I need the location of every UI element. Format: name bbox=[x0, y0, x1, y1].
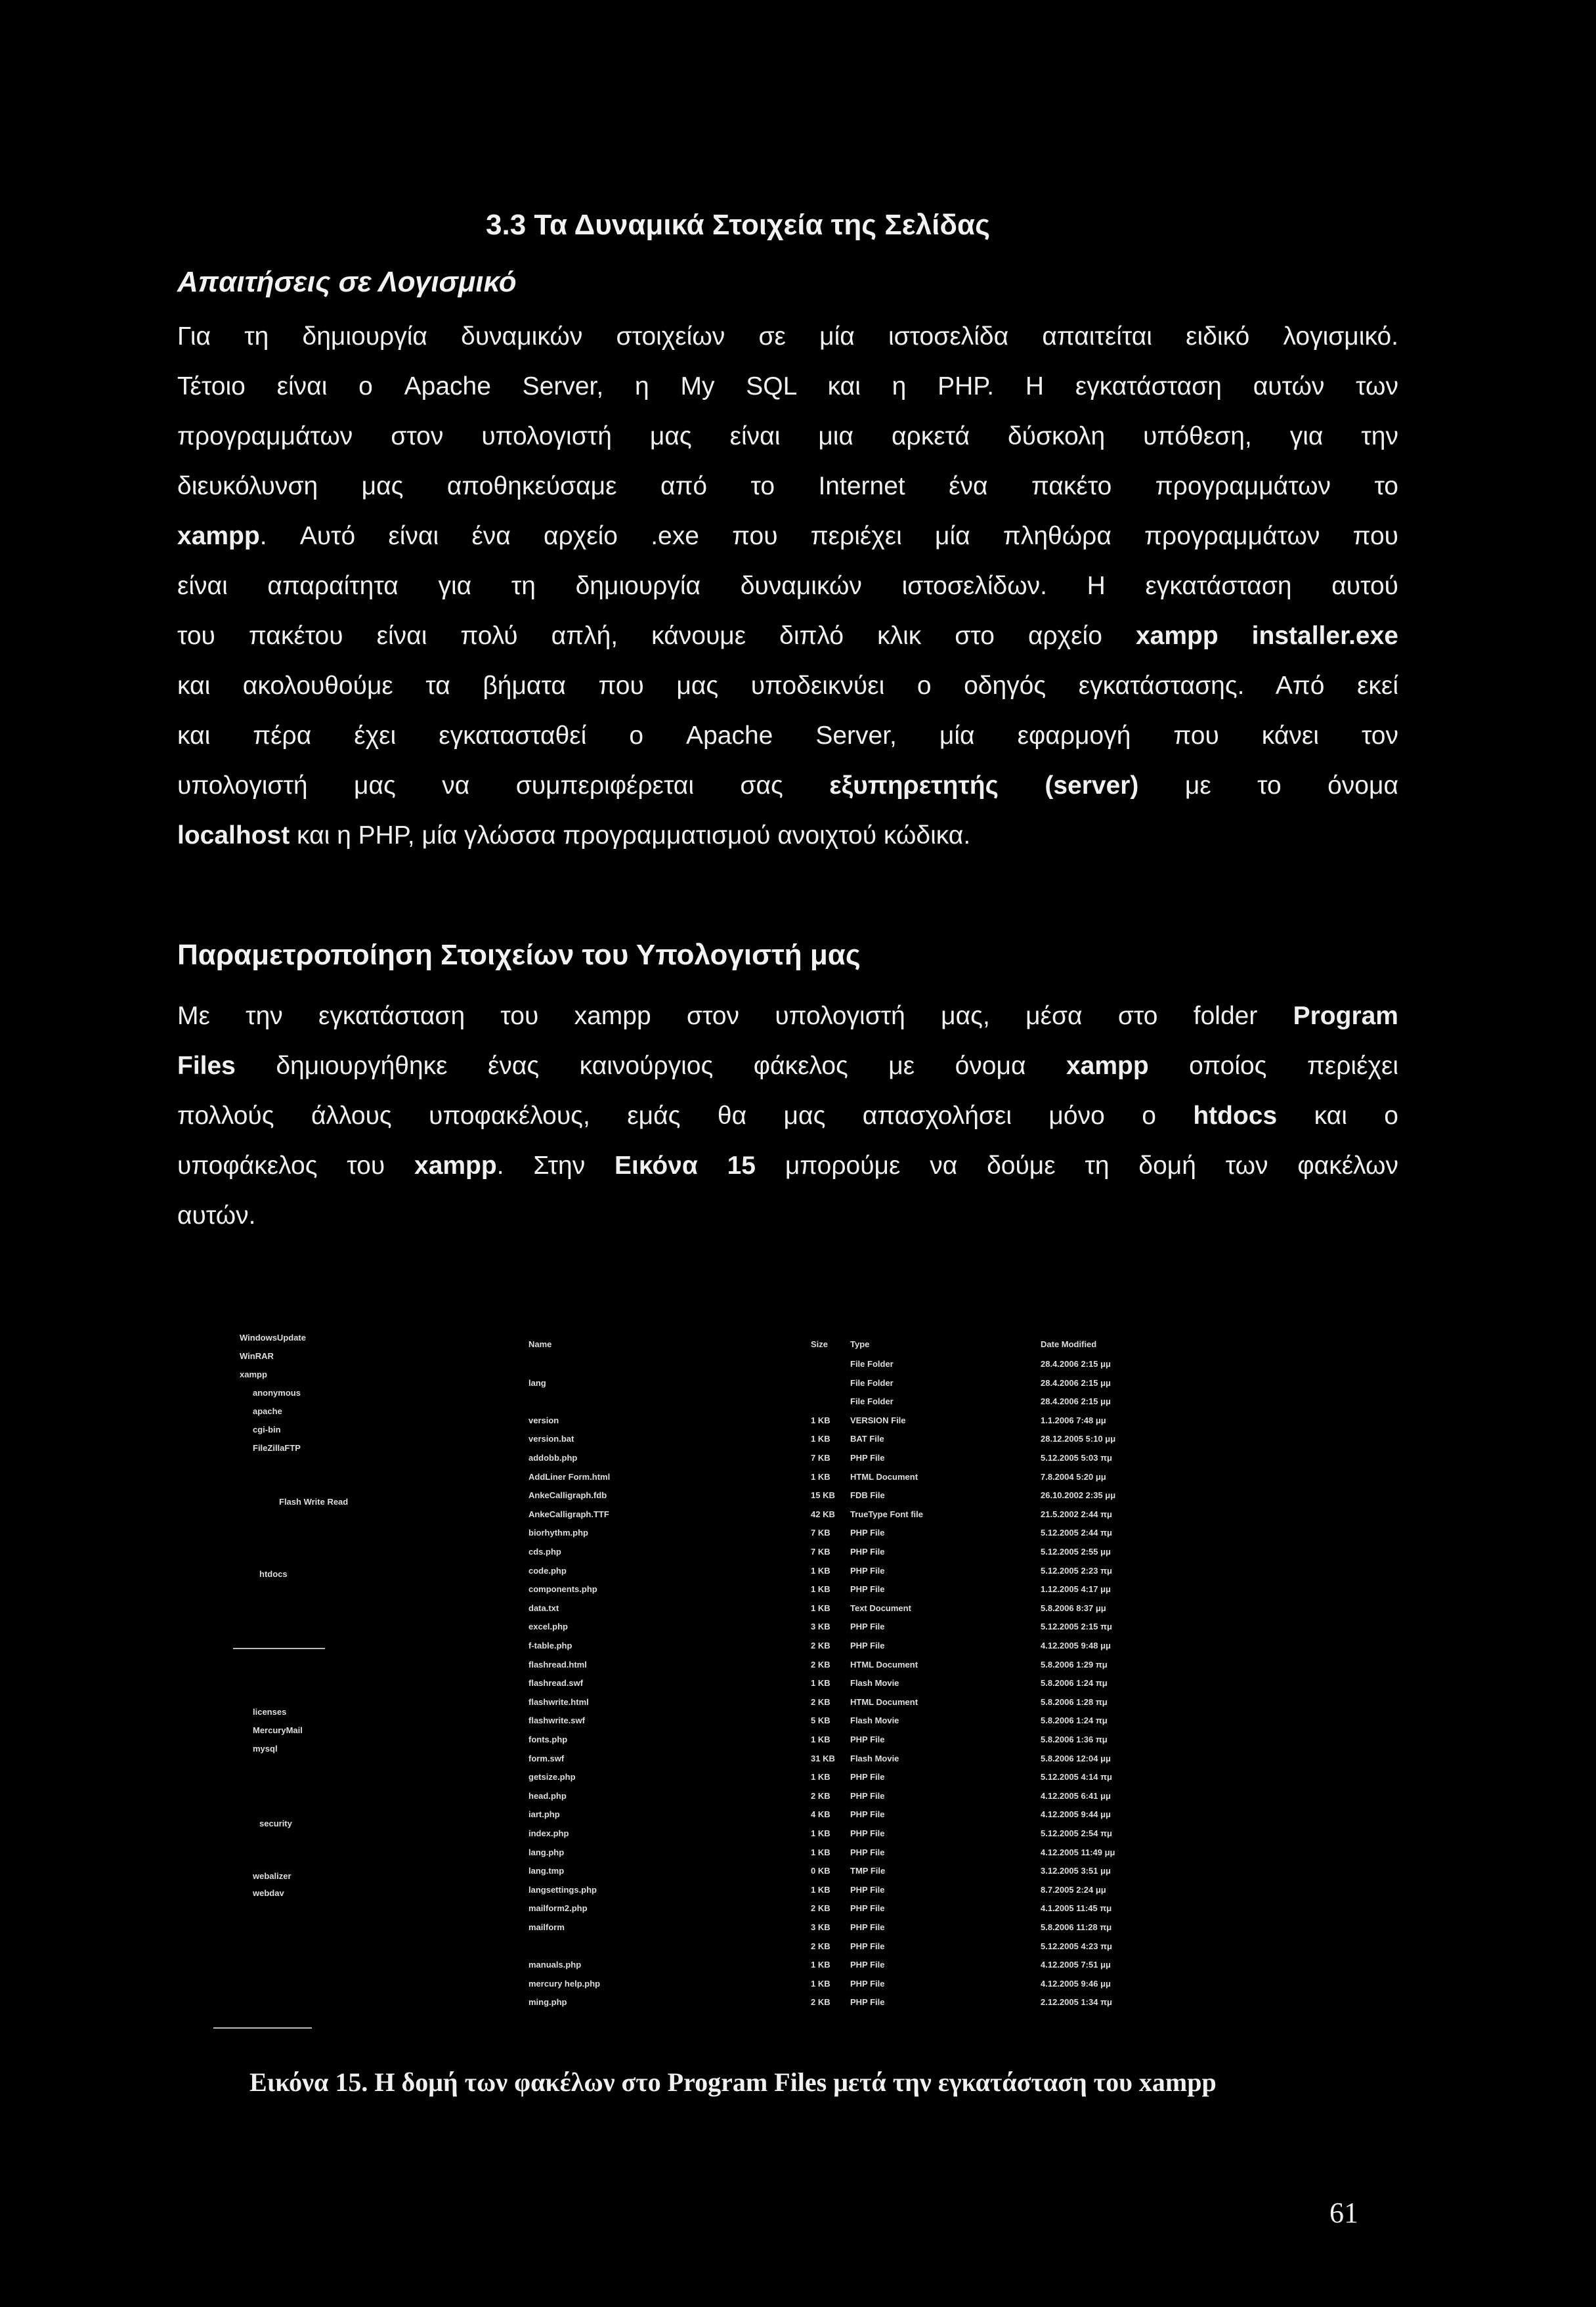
text-line bbox=[177, 611, 1398, 661]
text-run: διευκόλυνση μας αποθηκεύσαμε από το Internet ένα πακέτο προγραμμάτων το bbox=[177, 472, 1398, 500]
file-row[interactable] bbox=[528, 1809, 1329, 1825]
text-run: πολλούς άλλους υποφακέλους, εμάς θα μας απασχολήσει μόνο ο bbox=[177, 1102, 1194, 1130]
file-type: PHP File bbox=[850, 1884, 885, 1895]
paragraph-folders bbox=[177, 991, 1398, 1241]
file-size: 1 KB bbox=[811, 1884, 830, 1895]
tree-divider bbox=[233, 1648, 325, 1649]
file-name: head.php bbox=[528, 1790, 567, 1801]
file-date: 5.8.2006 1:24 πμ bbox=[1041, 1715, 1108, 1726]
file-type: File Folder bbox=[850, 1377, 894, 1388]
text-line bbox=[177, 1191, 1398, 1241]
file-name: manuals.php bbox=[528, 1960, 582, 1970]
file-name: fonts.php bbox=[528, 1735, 568, 1744]
subheading-computer-parameters: Παραμετροποίηση Στοιχείων του Υπολογιστή μας bbox=[177, 939, 861, 971]
file-date: 26.10.2002 2:35 μμ bbox=[1041, 1490, 1116, 1501]
file-row[interactable] bbox=[528, 1979, 1329, 1994]
text-run: αυτών. bbox=[177, 1201, 256, 1230]
file-list-header bbox=[528, 1339, 1329, 1355]
file-row[interactable] bbox=[528, 1622, 1329, 1637]
tree-bottom-divider bbox=[213, 2027, 312, 2029]
file-row[interactable] bbox=[528, 1885, 1329, 1901]
file-row[interactable] bbox=[528, 1903, 1329, 1919]
text-line bbox=[177, 462, 1398, 511]
file-row[interactable] bbox=[528, 1584, 1329, 1600]
file-size: 4 KB bbox=[811, 1809, 830, 1820]
file-type: HTML Document bbox=[850, 1659, 918, 1670]
file-size: 3 KB bbox=[811, 1622, 830, 1632]
text-run: Τέτοιο είναι ο Apache Server, η My SQL και η PHP. Η εγκατάσταση αυτών των bbox=[177, 372, 1398, 400]
column-type: Type bbox=[850, 1339, 870, 1349]
file-date: 5.8.2006 1:24 πμ bbox=[1041, 1678, 1108, 1689]
section-heading: 3.3 Τα Δυναμικά Στοιχεία της Σελίδας bbox=[486, 209, 990, 241]
file-type: HTML Document bbox=[850, 1471, 918, 1482]
file-type: Flash Movie bbox=[850, 1715, 899, 1726]
folder-tree-item[interactable]: Flash Write Read bbox=[279, 1497, 349, 1507]
file-name: mercury help.php bbox=[528, 1978, 601, 1989]
file-name: getsize.php bbox=[528, 1772, 576, 1782]
file-type: PHP File bbox=[850, 1453, 885, 1463]
paragraph-software bbox=[177, 312, 1398, 861]
file-row[interactable] bbox=[528, 1754, 1329, 1769]
file-date: 5.8.2006 12:04 μμ bbox=[1041, 1753, 1111, 1763]
file-name: version bbox=[528, 1415, 559, 1425]
file-name: components.php bbox=[528, 1584, 597, 1595]
text-run: δημιουργήθηκε ένας καινούργιος φάκελος με όνομα bbox=[235, 1052, 1066, 1080]
file-type: PHP File bbox=[850, 1584, 885, 1595]
file-name: AnkeCalligraph.fdb bbox=[528, 1490, 607, 1501]
file-date: 28.4.2006 2:15 μμ bbox=[1041, 1359, 1111, 1369]
file-name: addobb.php bbox=[528, 1453, 578, 1463]
file-type: PHP File bbox=[850, 1978, 885, 1989]
file-name: flashwrite.swf bbox=[528, 1715, 585, 1726]
file-date: 5.12.2005 4:14 πμ bbox=[1041, 1772, 1112, 1782]
text-line bbox=[177, 1091, 1398, 1141]
file-type: PHP File bbox=[850, 1565, 885, 1576]
text-run: είναι απαραίτητα για τη δημιουργία δυναμικών ιστοσελίδων. Η εγκατάσταση αυτού bbox=[177, 572, 1398, 600]
text-run: υποφάκελος του bbox=[177, 1152, 414, 1180]
text-run: προγραμμάτων στον υπολογιστή μας είναι μια αρκετά δύσκολη υπόθεση, για την bbox=[177, 422, 1398, 450]
file-date: 4.12.2005 7:51 μμ bbox=[1041, 1960, 1111, 1970]
file-size: 31 KB bbox=[811, 1753, 835, 1763]
file-name: iart.php bbox=[528, 1809, 560, 1820]
file-row[interactable] bbox=[528, 1941, 1329, 1957]
file-name: AnkeCalligraph.TTF bbox=[528, 1509, 609, 1519]
file-name: cds.php bbox=[528, 1547, 561, 1557]
file-date: 4.12.2005 11:49 μμ bbox=[1041, 1847, 1115, 1857]
text-line bbox=[177, 412, 1398, 462]
file-size: 1 KB bbox=[811, 1678, 830, 1689]
text-line bbox=[177, 811, 1398, 861]
file-size: 7 KB bbox=[811, 1547, 830, 1557]
column-size: Size bbox=[811, 1339, 829, 1349]
file-size: 1 KB bbox=[811, 1772, 830, 1782]
folder-tree-item[interactable]: apache bbox=[253, 1406, 282, 1416]
file-date: 2.12.2005 1:34 πμ bbox=[1041, 1997, 1112, 2008]
file-row[interactable] bbox=[528, 1359, 1329, 1375]
folder-tree-item[interactable]: WindowsUpdate bbox=[240, 1333, 306, 1343]
text-run: και ακολουθούμε τα βήματα που μας υποδεικνύει ο οδηγός εγκατάστασης. Από εκεί bbox=[177, 672, 1398, 700]
file-type: PHP File bbox=[850, 1772, 885, 1782]
file-row[interactable] bbox=[528, 1847, 1329, 1863]
bold-text: htdocs bbox=[1193, 1102, 1278, 1130]
text-line bbox=[177, 1141, 1398, 1191]
file-name: AddLiner Form.html bbox=[528, 1471, 611, 1482]
file-row[interactable] bbox=[528, 1678, 1329, 1694]
text-line bbox=[177, 1041, 1398, 1091]
folder-tree-item[interactable]: htdocs bbox=[259, 1569, 288, 1579]
file-size: 2 KB bbox=[811, 1903, 830, 1914]
file-row[interactable] bbox=[528, 1828, 1329, 1844]
folder-tree-item[interactable]: xampp bbox=[240, 1369, 267, 1379]
file-date: 7.8.2004 5:20 μμ bbox=[1041, 1471, 1106, 1482]
file-type: PHP File bbox=[850, 1622, 885, 1632]
file-size: 7 KB bbox=[811, 1528, 830, 1538]
text-run: οποίος περιέχει bbox=[1148, 1052, 1398, 1080]
folder-tree bbox=[213, 1320, 515, 2042]
file-type: BAT File bbox=[850, 1434, 884, 1444]
file-name: version.bat bbox=[528, 1434, 574, 1444]
file-name: f-table.php bbox=[528, 1641, 572, 1650]
file-size: 0 KB bbox=[811, 1866, 830, 1876]
file-row[interactable] bbox=[528, 1603, 1329, 1619]
file-type: PHP File bbox=[850, 1922, 885, 1932]
file-size: 1 KB bbox=[811, 1415, 830, 1425]
text-run: και ο bbox=[1277, 1102, 1398, 1130]
file-row[interactable] bbox=[528, 1472, 1329, 1488]
bold-text: xampp bbox=[1066, 1052, 1149, 1080]
folder-tree-item[interactable]: mysql bbox=[253, 1744, 278, 1754]
file-date: 21.5.2002 2:44 πμ bbox=[1041, 1509, 1112, 1519]
file-row[interactable] bbox=[528, 1378, 1329, 1394]
file-date: 4.12.2005 9:44 μμ bbox=[1041, 1809, 1111, 1820]
file-date: 4.12.2005 9:48 μμ bbox=[1041, 1641, 1111, 1650]
bold-text: xampp bbox=[177, 522, 260, 550]
file-size: 1 KB bbox=[811, 1847, 830, 1857]
file-row[interactable] bbox=[528, 1415, 1329, 1431]
text-run: υπολογιστή μας να συμπεριφέρεται σας bbox=[177, 771, 830, 800]
file-type: PHP File bbox=[850, 1735, 885, 1744]
text-line bbox=[177, 991, 1398, 1041]
file-type: PHP File bbox=[850, 1847, 885, 1857]
file-date: 5.8.2006 1:36 πμ bbox=[1041, 1735, 1108, 1744]
text-run: μπορούμε να δούμε τη δομή των φακέλων bbox=[756, 1152, 1398, 1180]
file-type: PHP File bbox=[850, 1790, 885, 1801]
file-size: 15 KB bbox=[811, 1490, 835, 1501]
file-name: form.swf bbox=[528, 1753, 565, 1763]
file-size: 1 KB bbox=[811, 1978, 830, 1989]
file-type: Text Document bbox=[850, 1603, 911, 1613]
file-type: PHP File bbox=[850, 1997, 885, 2008]
file-type: TrueType Font file bbox=[850, 1509, 923, 1519]
file-row[interactable] bbox=[528, 1509, 1329, 1525]
file-size: 2 KB bbox=[811, 1790, 830, 1801]
file-size: 1 KB bbox=[811, 1584, 830, 1595]
file-date: 28.4.2006 2:15 μμ bbox=[1041, 1377, 1111, 1388]
folder-tree-item[interactable]: FileZillaFTP bbox=[253, 1443, 301, 1453]
file-size: 1 KB bbox=[811, 1735, 830, 1744]
file-date: 5.12.2005 5:03 πμ bbox=[1041, 1453, 1112, 1463]
text-run: και πέρα έχει εγκατασταθεί ο Apache Server, μία εφαρμογή που κάνει τον bbox=[177, 722, 1398, 750]
bold-text: xampp installer.exe bbox=[1135, 622, 1398, 650]
file-type: PHP File bbox=[850, 1828, 885, 1838]
file-type: TMP File bbox=[850, 1866, 886, 1876]
text-run: Με την εγκατάσταση του xampp στον υπολογιστή μας, μέσα στο folder bbox=[177, 1002, 1293, 1030]
file-row[interactable] bbox=[528, 1791, 1329, 1807]
folder-tree-item[interactable]: webdav bbox=[253, 1888, 284, 1898]
file-row[interactable] bbox=[528, 1660, 1329, 1675]
file-row[interactable] bbox=[528, 1735, 1329, 1750]
text-line bbox=[177, 761, 1398, 811]
file-type: VERSION File bbox=[850, 1415, 906, 1425]
file-date: 5.12.2005 2:55 μμ bbox=[1041, 1547, 1111, 1557]
file-type: Flash Movie bbox=[850, 1753, 899, 1763]
file-name: code.php bbox=[528, 1565, 567, 1576]
file-row[interactable] bbox=[528, 1997, 1329, 2013]
text-run: με το όνομα bbox=[1138, 771, 1399, 800]
file-type: FDB File bbox=[850, 1490, 885, 1501]
file-name: lang.tmp bbox=[528, 1866, 565, 1876]
folder-tree-item[interactable]: WinRAR bbox=[240, 1351, 274, 1361]
file-type: PHP File bbox=[850, 1960, 885, 1970]
file-size: 2 KB bbox=[811, 1941, 830, 1951]
file-date: 5.12.2005 2:54 πμ bbox=[1041, 1828, 1112, 1838]
file-name: flashread.swf bbox=[528, 1678, 584, 1689]
file-date: 4.12.2005 6:41 μμ bbox=[1041, 1790, 1111, 1801]
file-row[interactable] bbox=[528, 1960, 1329, 1975]
folder-tree-item[interactable]: anonymous bbox=[253, 1388, 301, 1398]
text-line bbox=[177, 312, 1398, 362]
file-name: langsettings.php bbox=[528, 1884, 597, 1895]
file-date: 5.8.2006 11:28 πμ bbox=[1041, 1922, 1112, 1932]
file-size: 1 KB bbox=[811, 1434, 830, 1444]
text-run: . Αυτό είναι ένα αρχείο .exe που περιέχει μία πληθώρα προγραμμάτων που bbox=[259, 522, 1398, 550]
bold-text: Εικόνα 15 bbox=[615, 1152, 756, 1180]
file-row[interactable] bbox=[528, 1566, 1329, 1582]
file-name: index.php bbox=[528, 1828, 569, 1838]
file-name: flashwrite.html bbox=[528, 1696, 589, 1707]
text-run: του πακέτου είναι πολύ απλή, κάνουμε διπλό κλικ στο αρχείο bbox=[177, 622, 1136, 650]
file-date: 5.8.2006 1:28 πμ bbox=[1041, 1696, 1108, 1707]
file-row[interactable] bbox=[528, 1772, 1329, 1788]
file-name: data.txt bbox=[528, 1603, 559, 1613]
text-run: και η PHP, μία γλώσσα προγραμματισμού ανοιχτού κώδικα. bbox=[290, 821, 971, 850]
figure-caption: Εικόνα 15. Η δομή των φακέλων στο Program Files μετά την εγκατάσταση του xampp bbox=[249, 2067, 1217, 2097]
file-type: PHP File bbox=[850, 1941, 885, 1951]
file-date: 3.12.2005 3:51 μμ bbox=[1041, 1866, 1111, 1876]
file-size: 1 KB bbox=[811, 1960, 830, 1970]
column-name: Name bbox=[528, 1339, 552, 1349]
file-row[interactable] bbox=[528, 1396, 1329, 1412]
page-number: 61 bbox=[1329, 2197, 1358, 2229]
file-type: HTML Document bbox=[850, 1696, 918, 1707]
file-type: PHP File bbox=[850, 1903, 885, 1914]
file-size: 2 KB bbox=[811, 1659, 830, 1670]
file-type: PHP File bbox=[850, 1547, 885, 1557]
folder-tree-item[interactable]: cgi-bin bbox=[253, 1425, 281, 1434]
file-date: 5.8.2006 8:37 μμ bbox=[1041, 1603, 1106, 1613]
file-row[interactable] bbox=[528, 1697, 1329, 1713]
file-size: 5 KB bbox=[811, 1715, 830, 1726]
bold-text: Files bbox=[177, 1052, 236, 1080]
file-row[interactable] bbox=[528, 1641, 1329, 1656]
file-row[interactable] bbox=[528, 1547, 1329, 1563]
file-date: 5.12.2005 4:23 πμ bbox=[1041, 1941, 1112, 1951]
file-name: mailform bbox=[528, 1922, 565, 1932]
file-size: 2 KB bbox=[811, 1696, 830, 1707]
file-row[interactable] bbox=[528, 1866, 1329, 1882]
bold-text: localhost bbox=[177, 821, 290, 850]
file-date: 4.12.2005 9:46 μμ bbox=[1041, 1978, 1111, 1989]
folder-tree-item[interactable]: MercuryMail bbox=[253, 1725, 303, 1735]
file-row[interactable] bbox=[528, 1528, 1329, 1543]
file-name: lang.php bbox=[528, 1847, 565, 1857]
file-size: 42 KB bbox=[811, 1509, 835, 1519]
file-type: PHP File bbox=[850, 1809, 885, 1820]
bold-text: xampp bbox=[414, 1152, 497, 1180]
file-name: ming.php bbox=[528, 1997, 567, 2008]
text-run: Για τη δημιουργία δυναμικών στοιχείων σε μία ιστοσελίδα απαιτείται ειδικό λογισμικό. bbox=[177, 322, 1398, 351]
bold-text: Program bbox=[1293, 1002, 1398, 1030]
figure-xampp-folder-structure bbox=[213, 1320, 1329, 2042]
file-date: 5.8.2006 1:29 πμ bbox=[1041, 1659, 1108, 1670]
file-size: 3 KB bbox=[811, 1922, 830, 1932]
file-date: 28.12.2005 5:10 μμ bbox=[1041, 1434, 1116, 1444]
text-line bbox=[177, 661, 1398, 711]
file-date: 5.12.2005 2:23 πμ bbox=[1041, 1565, 1112, 1576]
file-size: 2 KB bbox=[811, 1997, 830, 2008]
file-date: 8.7.2005 2:24 μμ bbox=[1041, 1884, 1106, 1895]
file-date: 4.1.2005 11:45 πμ bbox=[1041, 1903, 1112, 1914]
file-type: PHP File bbox=[850, 1528, 885, 1538]
file-date: 28.4.2006 2:15 μμ bbox=[1041, 1396, 1111, 1407]
file-row[interactable] bbox=[528, 1453, 1329, 1469]
folder-tree-item[interactable]: licenses bbox=[253, 1707, 287, 1717]
file-row[interactable] bbox=[528, 1490, 1329, 1506]
file-name: mailform2.php bbox=[528, 1903, 588, 1914]
file-name: excel.php bbox=[528, 1622, 568, 1632]
text-line bbox=[177, 362, 1398, 412]
file-size: 1 KB bbox=[811, 1471, 830, 1482]
file-row[interactable] bbox=[528, 1715, 1329, 1731]
file-date: 1.12.2005 4:17 μμ bbox=[1041, 1584, 1111, 1595]
file-date: 5.12.2005 2:15 πμ bbox=[1041, 1622, 1112, 1632]
file-type: File Folder bbox=[850, 1396, 894, 1407]
file-size: 7 KB bbox=[811, 1453, 830, 1463]
folder-tree-item[interactable]: security bbox=[259, 1819, 292, 1828]
folder-tree-item[interactable]: webalizer bbox=[253, 1871, 291, 1881]
file-size: 1 KB bbox=[811, 1828, 830, 1838]
file-name: biorhythm.php bbox=[528, 1528, 588, 1538]
file-name: lang bbox=[528, 1377, 546, 1388]
text-run: . Στην bbox=[496, 1152, 615, 1180]
column-date: Date Modified bbox=[1041, 1339, 1097, 1349]
bold-text: εξυπηρετητής (server) bbox=[829, 771, 1139, 800]
file-type: Flash Movie bbox=[850, 1678, 899, 1689]
file-size: 1 KB bbox=[811, 1603, 830, 1613]
text-line bbox=[177, 511, 1398, 561]
text-line bbox=[177, 711, 1398, 761]
subheading-software-requirements: Απαιτήσεις σε Λογισμικό bbox=[177, 266, 517, 298]
file-date: 1.1.2006 7:48 μμ bbox=[1041, 1415, 1106, 1425]
file-type: File Folder bbox=[850, 1359, 894, 1369]
file-size: 1 KB bbox=[811, 1565, 830, 1576]
file-name: flashread.html bbox=[528, 1659, 587, 1670]
file-row[interactable] bbox=[528, 1922, 1329, 1938]
text-line bbox=[177, 561, 1398, 611]
file-size: 2 KB bbox=[811, 1641, 830, 1650]
file-date: 5.12.2005 2:44 πμ bbox=[1041, 1528, 1112, 1538]
file-row[interactable] bbox=[528, 1434, 1329, 1450]
file-type: PHP File bbox=[850, 1641, 885, 1650]
